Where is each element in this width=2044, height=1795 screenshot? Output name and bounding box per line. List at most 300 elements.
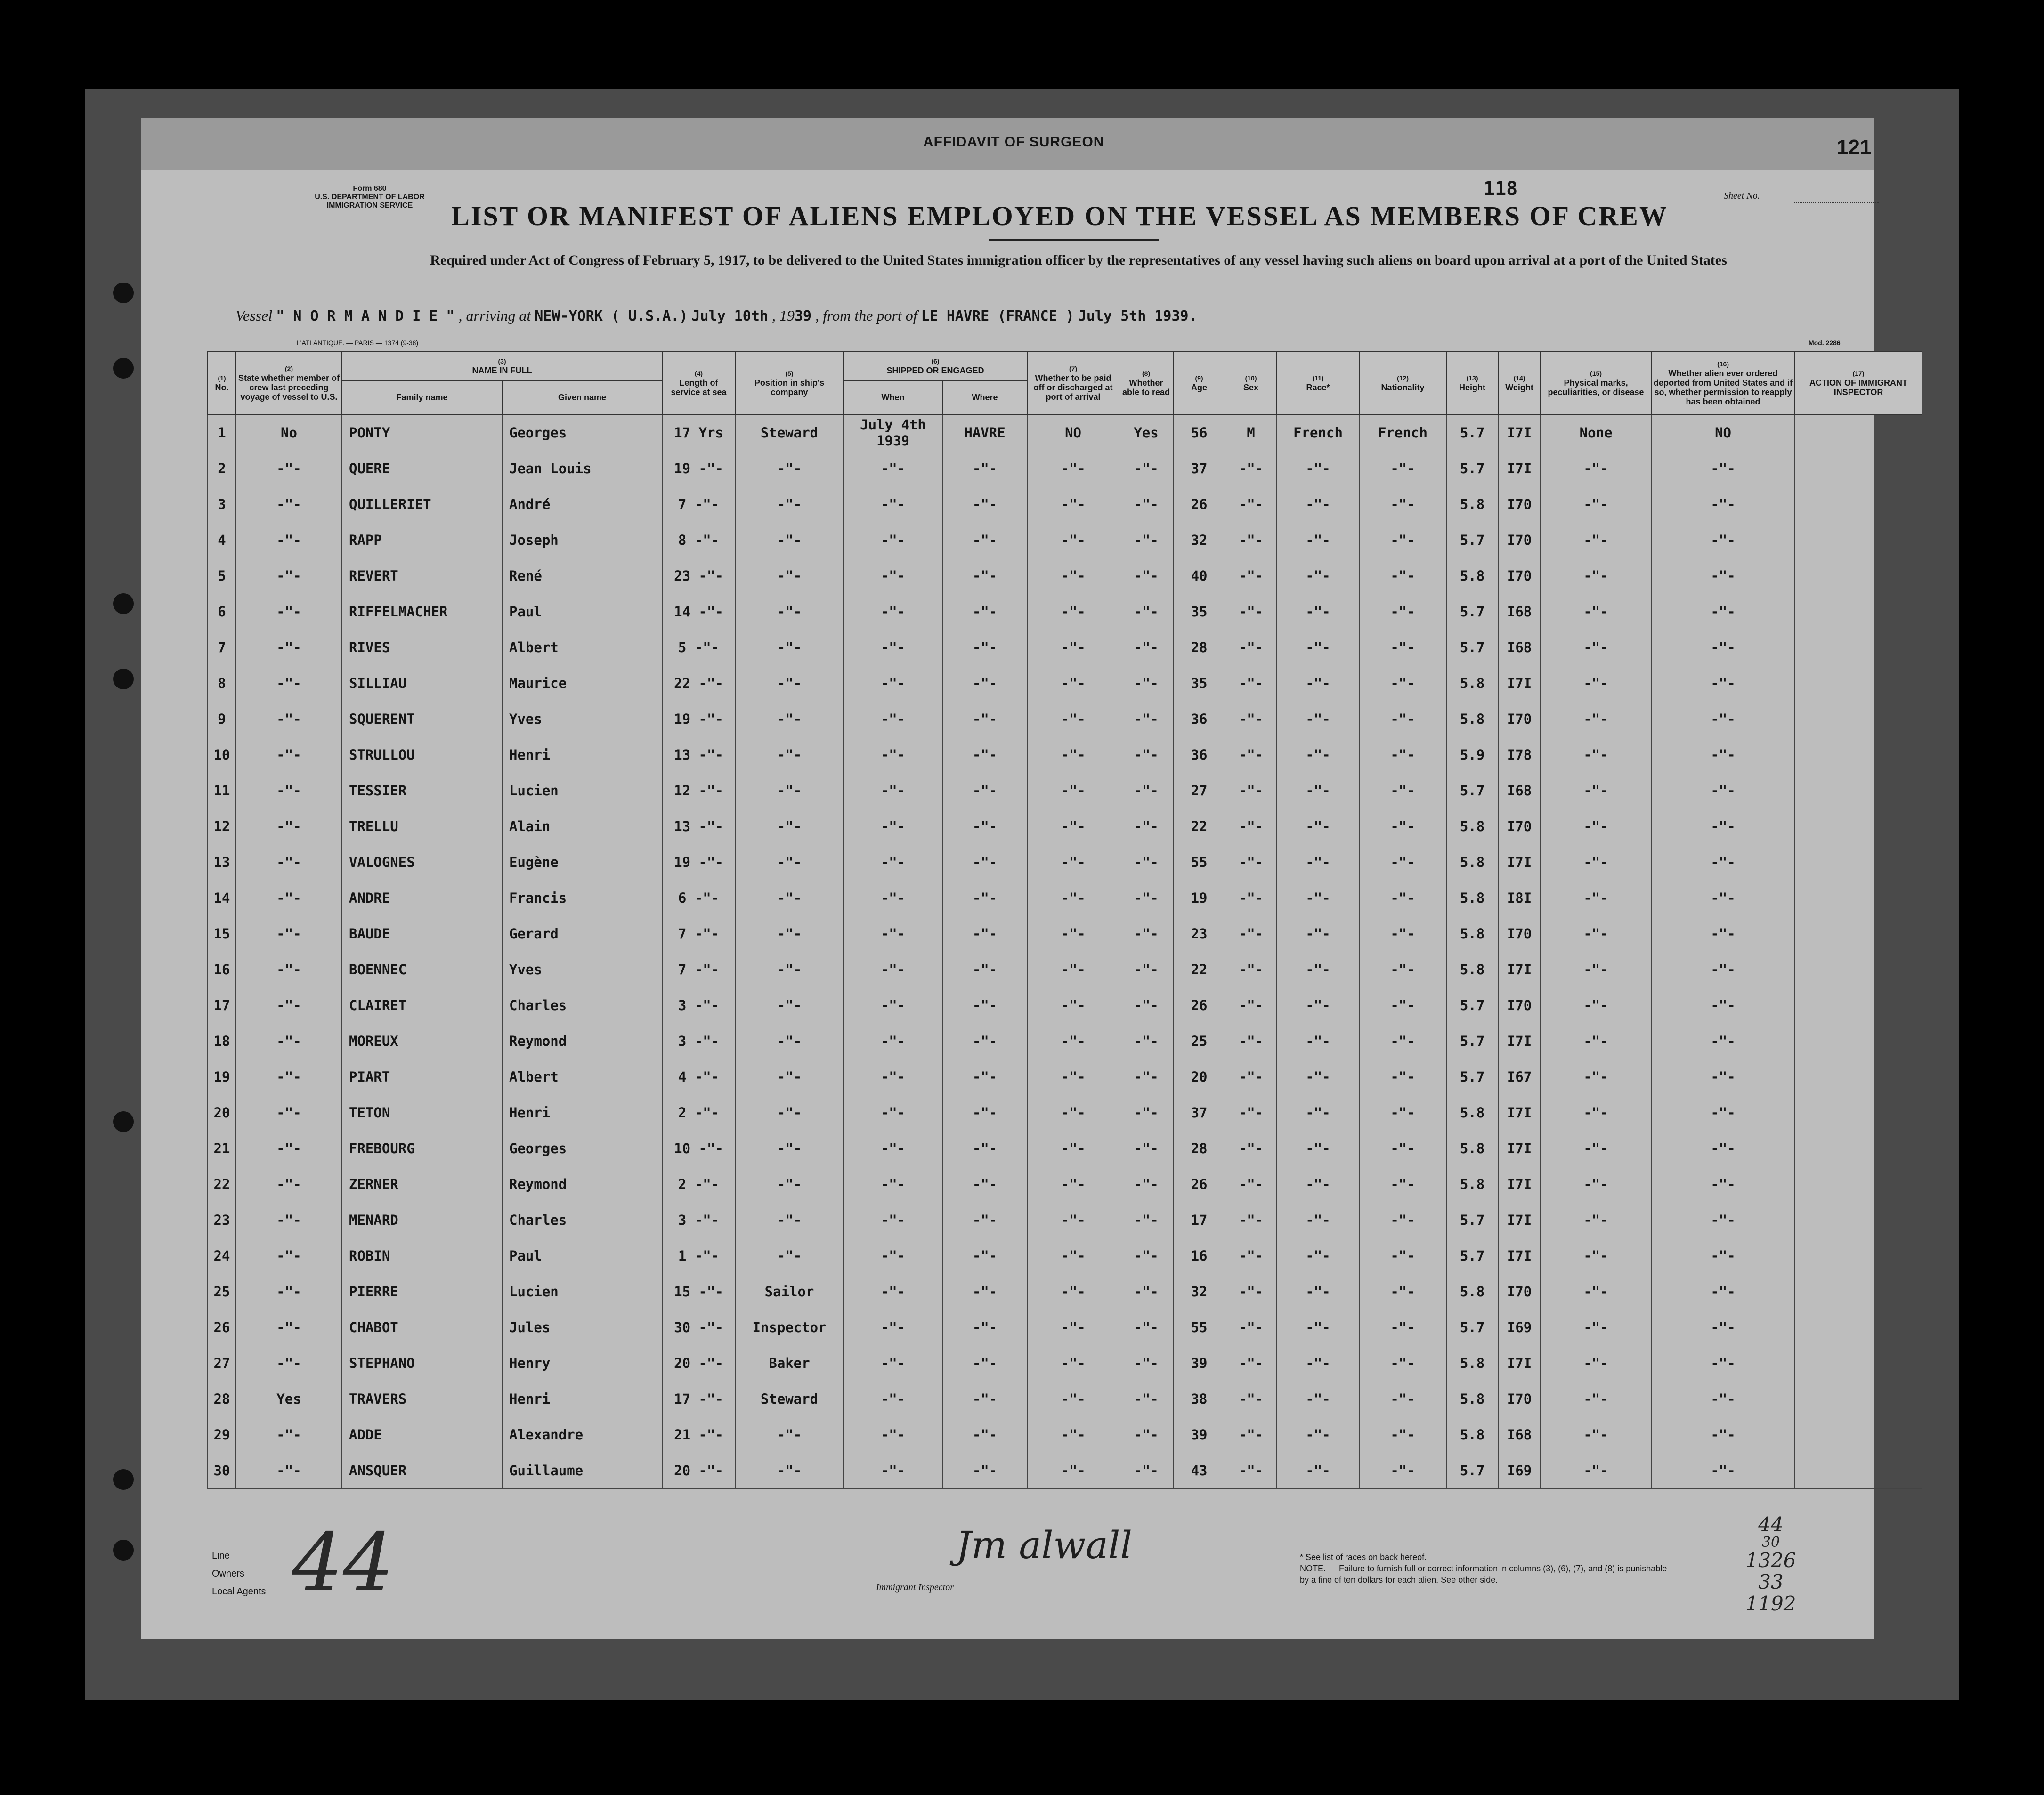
cell-deported: -"- [1651, 486, 1795, 522]
cell-action [1795, 1023, 1922, 1059]
cell-given-name: Maurice [502, 665, 662, 701]
cell-position: -"- [735, 522, 844, 558]
table-row [208, 1166, 1922, 1202]
cell-last-voyage: No [236, 414, 342, 451]
footer-label-line: Line [212, 1551, 230, 1561]
handwritten-tally [1695, 1514, 1846, 1615]
printer-line: L'ATLANTIQUE. — PARIS — 1374 (9-38) [297, 339, 419, 347]
cell-weight: I70 [1498, 486, 1541, 522]
manifest-page [141, 170, 1908, 1639]
cell-no: 7 [208, 630, 236, 665]
cell-weight: I7I [1498, 451, 1541, 486]
cell-read: -"- [1119, 844, 1173, 880]
form-line: U.S. DEPARTMENT OF LABOR [315, 193, 425, 201]
cell-no: 11 [208, 773, 236, 809]
cell-service: 3 -"- [662, 987, 735, 1023]
cell-age: 26 [1173, 1166, 1225, 1202]
cell-deported: -"- [1651, 987, 1795, 1023]
col-header-read: (8) Whether able to read [1119, 351, 1173, 414]
cell-marks: -"- [1541, 1238, 1651, 1274]
cell-service: 5 -"- [662, 630, 735, 665]
cell-deported: -"- [1651, 1023, 1795, 1059]
cell-last-voyage: -"- [236, 1453, 342, 1489]
cell-position: -"- [735, 1095, 844, 1131]
cell-last-voyage: -"- [236, 737, 342, 773]
cell-read: -"- [1119, 809, 1173, 844]
cell-family-name: PONTY [342, 414, 502, 451]
table-row [208, 952, 1922, 987]
cell-paid-off: -"- [1027, 737, 1119, 773]
cell-race: -"- [1277, 773, 1359, 809]
cell-age: 39 [1173, 1417, 1225, 1453]
cell-paid-off: -"- [1027, 1166, 1119, 1202]
cell-weight: I70 [1498, 522, 1541, 558]
cell-last-voyage: -"- [236, 1095, 342, 1131]
cell-family-name: BAUDE [342, 916, 502, 952]
cell-read: -"- [1119, 916, 1173, 952]
cell-service: 7 -"- [662, 916, 735, 952]
cell-marks: -"- [1541, 451, 1651, 486]
cell-race: -"- [1277, 1202, 1359, 1238]
cell-paid-off: -"- [1027, 1417, 1119, 1453]
cell-when: -"- [844, 451, 942, 486]
cell-nationality: -"- [1359, 630, 1446, 665]
cell-marks: -"- [1541, 1453, 1651, 1489]
cell-no: 6 [208, 594, 236, 630]
cell-where: -"- [942, 522, 1027, 558]
cell-no: 22 [208, 1166, 236, 1202]
cell-given-name: Henri [502, 1381, 662, 1417]
cell-height: 5.7 [1446, 1453, 1498, 1489]
cell-paid-off: -"- [1027, 522, 1119, 558]
cell-where: -"- [942, 880, 1027, 916]
title-rule [989, 239, 1159, 241]
cell-nationality: -"- [1359, 1023, 1446, 1059]
cell-race: -"- [1277, 594, 1359, 630]
cell-action [1795, 486, 1922, 522]
cell-race: -"- [1277, 665, 1359, 701]
cell-deported: -"- [1651, 701, 1795, 737]
col-header-deported: (16) Whether alien ever ordered deported from United States and if so, whether permission to reapply has been obtained [1651, 351, 1795, 414]
cell-given-name: Albert [502, 1059, 662, 1095]
cell-height: 5.8 [1446, 558, 1498, 594]
cell-given-name: Charles [502, 987, 662, 1023]
cell-deported: -"- [1651, 1310, 1795, 1345]
cell-read: -"- [1119, 737, 1173, 773]
cell-race: -"- [1277, 916, 1359, 952]
table-row [208, 880, 1922, 916]
cell-where: -"- [942, 1166, 1027, 1202]
cell-position: Steward [735, 1381, 844, 1417]
cell-age: 55 [1173, 844, 1225, 880]
cell-service: 7 -"- [662, 486, 735, 522]
cell-no: 3 [208, 486, 236, 522]
cell-when: -"- [844, 1166, 942, 1202]
cell-last-voyage: -"- [236, 1238, 342, 1274]
cell-marks: -"- [1541, 522, 1651, 558]
cell-action [1795, 558, 1922, 594]
cell-age: 56 [1173, 414, 1225, 451]
cell-no: 8 [208, 665, 236, 701]
cell-position: -"- [735, 880, 844, 916]
cell-when: -"- [844, 1274, 942, 1310]
cell-read: -"- [1119, 486, 1173, 522]
col-header-race: (11) Race* [1277, 351, 1359, 414]
table-row [208, 1131, 1922, 1166]
cell-weight: I7I [1498, 1238, 1541, 1274]
cell-given-name: Charles [502, 1202, 662, 1238]
cell-last-voyage: Yes [236, 1381, 342, 1417]
cell-read: -"- [1119, 1417, 1173, 1453]
cell-race: -"- [1277, 701, 1359, 737]
cell-when: -"- [844, 701, 942, 737]
cell-height: 5.8 [1446, 1345, 1498, 1381]
sheet-line [1794, 202, 1879, 203]
cell-given-name: Henry [502, 1345, 662, 1381]
tally-line: 33 [1758, 1570, 1784, 1593]
cell-nationality: -"- [1359, 987, 1446, 1023]
cell-service: 30 -"- [662, 1310, 735, 1345]
cell-position: Steward [735, 414, 844, 451]
cell-family-name: SQUERENT [342, 701, 502, 737]
form-line: IMMIGRATION SERVICE [326, 202, 413, 210]
cell-age: 40 [1173, 558, 1225, 594]
cell-where: -"- [942, 1202, 1027, 1238]
cell-service: 6 -"- [662, 880, 735, 916]
cell-paid-off: -"- [1027, 1202, 1119, 1238]
cell-age: 37 [1173, 1095, 1225, 1131]
cell-read: -"- [1119, 1166, 1173, 1202]
cell-height: 5.7 [1446, 1238, 1498, 1274]
cell-no: 17 [208, 987, 236, 1023]
cell-service: 21 -"- [662, 1417, 735, 1453]
cell-when: -"- [844, 844, 942, 880]
cell-weight: I69 [1498, 1310, 1541, 1345]
cell-where: -"- [942, 1417, 1027, 1453]
cell-sex: -"- [1225, 1023, 1277, 1059]
binder-hole [113, 1469, 134, 1490]
cell-action [1795, 630, 1922, 665]
cell-action [1795, 987, 1922, 1023]
cell-action [1795, 880, 1922, 916]
cell-sex: -"- [1225, 773, 1277, 809]
page-title: LIST OR MANIFEST OF ALIENS EMPLOYED ON THE VESSEL AS MEMBERS OF CREW [451, 201, 1668, 231]
col-header-shipped: (6) SHIPPED OR ENGAGED [844, 351, 1027, 380]
cell-deported: -"- [1651, 1274, 1795, 1310]
cell-nationality: -"- [1359, 1238, 1446, 1274]
cell-deported: -"- [1651, 952, 1795, 987]
cell-race: -"- [1277, 486, 1359, 522]
cell-action [1795, 1310, 1922, 1345]
cell-marks: -"- [1541, 1345, 1651, 1381]
cell-position: -"- [735, 558, 844, 594]
vessel-line [235, 307, 1197, 324]
cell-no: 30 [208, 1453, 236, 1489]
cell-height: 5.9 [1446, 737, 1498, 773]
cell-paid-off: -"- [1027, 809, 1119, 844]
cell-weight: I70 [1498, 987, 1541, 1023]
table-row [208, 809, 1922, 844]
cell-age: 22 [1173, 809, 1225, 844]
col-header-name: (3) NAME IN FULL [342, 351, 662, 380]
cell-marks: -"- [1541, 1131, 1651, 1166]
cell-deported: -"- [1651, 773, 1795, 809]
cell-where: -"- [942, 1453, 1027, 1489]
binder-hole [113, 669, 134, 689]
cell-service: 19 -"- [662, 451, 735, 486]
cell-sex: -"- [1225, 952, 1277, 987]
cell-race: -"- [1277, 809, 1359, 844]
cell-deported: -"- [1651, 844, 1795, 880]
cell-race: -"- [1277, 1131, 1359, 1166]
cell-last-voyage: -"- [236, 451, 342, 486]
cell-position: -"- [735, 665, 844, 701]
cell-height: 5.8 [1446, 1417, 1498, 1453]
cell-service: 2 -"- [662, 1095, 735, 1131]
cell-service: 13 -"- [662, 809, 735, 844]
cell-family-name: ROBIN [342, 1238, 502, 1274]
cell-position: -"- [735, 451, 844, 486]
col-header-sex: (10) Sex [1225, 351, 1277, 414]
cell-race: -"- [1277, 1417, 1359, 1453]
cell-paid-off: -"- [1027, 1274, 1119, 1310]
cell-race: -"- [1277, 1345, 1359, 1381]
cell-when: -"- [844, 630, 942, 665]
cell-paid-off: -"- [1027, 1023, 1119, 1059]
cell-race: -"- [1277, 1059, 1359, 1095]
table-row [208, 594, 1922, 630]
footer-label-owners: Owners [212, 1569, 244, 1579]
cell-action [1795, 773, 1922, 809]
cell-given-name: Lucien [502, 1274, 662, 1310]
cell-marks: -"- [1541, 809, 1651, 844]
binder-hole [113, 358, 134, 379]
cell-action [1795, 1131, 1922, 1166]
cell-last-voyage: -"- [236, 594, 342, 630]
cell-last-voyage: -"- [236, 844, 342, 880]
binder-hole [113, 1540, 134, 1561]
cell-no: 5 [208, 558, 236, 594]
cell-given-name: Georges [502, 414, 662, 451]
cell-family-name: MOREUX [342, 1023, 502, 1059]
cell-no: 25 [208, 1274, 236, 1310]
cell-where: -"- [942, 1345, 1027, 1381]
tally-line: 30 [1761, 1534, 1780, 1551]
cell-position: -"- [735, 987, 844, 1023]
cell-given-name: Paul [502, 594, 662, 630]
cell-race: -"- [1277, 630, 1359, 665]
cell-deported: -"- [1651, 1095, 1795, 1131]
table-row [208, 844, 1922, 880]
cell-age: 26 [1173, 486, 1225, 522]
cell-deported: -"- [1651, 809, 1795, 844]
cell-service: 14 -"- [662, 594, 735, 630]
cell-where: HAVRE [942, 414, 1027, 451]
cell-when: -"- [844, 522, 942, 558]
col-header-age: (9) Age [1173, 351, 1225, 414]
cell-action [1795, 809, 1922, 844]
cell-where: -"- [942, 1095, 1027, 1131]
cell-when: -"- [844, 1023, 942, 1059]
cell-family-name: BOENNEC [342, 952, 502, 987]
col-header-no: (1) No. [208, 351, 236, 414]
cell-service: 17 Yrs [662, 414, 735, 451]
cell-where: -"- [942, 630, 1027, 665]
cell-action [1795, 451, 1922, 486]
cell-when: -"- [844, 916, 942, 952]
cell-sex: -"- [1225, 1310, 1277, 1345]
cell-where: -"- [942, 665, 1027, 701]
cell-where: -"- [942, 1023, 1027, 1059]
col-header-last-voyage: (2) State whether member of crew last preceding voyage of vessel to U.S. [236, 351, 342, 414]
cell-action [1795, 665, 1922, 701]
cell-weight: I70 [1498, 1381, 1541, 1417]
cell-position: -"- [735, 1023, 844, 1059]
table-row [208, 1023, 1922, 1059]
cell-nationality: -"- [1359, 844, 1446, 880]
cell-race: French [1277, 414, 1359, 451]
cell-action [1795, 1202, 1922, 1238]
cell-height: 5.8 [1446, 1166, 1498, 1202]
cell-position: -"- [735, 1131, 844, 1166]
cell-service: 1 -"- [662, 1238, 735, 1274]
binder-hole [113, 283, 134, 303]
cell-weight: I7I [1498, 1023, 1541, 1059]
cell-height: 5.7 [1446, 1023, 1498, 1059]
cell-where: -"- [942, 1238, 1027, 1274]
cell-given-name: Reymond [502, 1023, 662, 1059]
cell-height: 5.8 [1446, 1131, 1498, 1166]
cell-family-name: QUILLERIET [342, 486, 502, 522]
cell-race: -"- [1277, 522, 1359, 558]
cell-given-name: Joseph [502, 522, 662, 558]
cell-where: -"- [942, 987, 1027, 1023]
from-port: LE HAVRE (FRANCE ) [921, 308, 1074, 324]
cell-sex: -"- [1225, 1166, 1277, 1202]
cell-read: -"- [1119, 594, 1173, 630]
cell-marks: None [1541, 414, 1651, 451]
cell-last-voyage: -"- [236, 701, 342, 737]
cell-nationality: -"- [1359, 1310, 1446, 1345]
cell-last-voyage: -"- [236, 987, 342, 1023]
cell-deported: -"- [1651, 1417, 1795, 1453]
crew-manifest-table [207, 351, 1922, 1489]
cell-action [1795, 916, 1922, 952]
cell-marks: -"- [1541, 1274, 1651, 1310]
cell-when: -"- [844, 1095, 942, 1131]
cell-race: -"- [1277, 952, 1359, 987]
cell-service: 12 -"- [662, 773, 735, 809]
cell-nationality: -"- [1359, 773, 1446, 809]
cell-service: 3 -"- [662, 1202, 735, 1238]
cell-nationality: -"- [1359, 1345, 1446, 1381]
cell-deported: -"- [1651, 1131, 1795, 1166]
cell-nationality: -"- [1359, 486, 1446, 522]
cell-age: 20 [1173, 1059, 1225, 1095]
cell-paid-off: -"- [1027, 486, 1119, 522]
table-row [208, 558, 1922, 594]
cell-read: -"- [1119, 522, 1173, 558]
cell-where: -"- [942, 451, 1027, 486]
cell-sex: -"- [1225, 486, 1277, 522]
cell-position: -"- [735, 844, 844, 880]
cell-deported: -"- [1651, 737, 1795, 773]
cell-age: 19 [1173, 880, 1225, 916]
cell-sex: -"- [1225, 1453, 1277, 1489]
cell-last-voyage: -"- [236, 1131, 342, 1166]
table-row [208, 701, 1922, 737]
cell-where: -"- [942, 844, 1027, 880]
cell-read: -"- [1119, 952, 1173, 987]
cell-last-voyage: -"- [236, 1166, 342, 1202]
cell-race: -"- [1277, 1023, 1359, 1059]
table-row [208, 414, 1922, 451]
cell-read: -"- [1119, 1274, 1173, 1310]
cell-height: 5.8 [1446, 880, 1498, 916]
vessel-name: " N O R M A N D I E " [276, 308, 455, 324]
cell-age: 36 [1173, 701, 1225, 737]
cell-where: -"- [942, 1381, 1027, 1417]
table-row [208, 630, 1922, 665]
cell-paid-off: -"- [1027, 665, 1119, 701]
col-header-nationality: (12) Nationality [1359, 351, 1446, 414]
cell-age: 36 [1173, 737, 1225, 773]
cell-given-name: André [502, 486, 662, 522]
cell-last-voyage: -"- [236, 486, 342, 522]
cell-height: 5.8 [1446, 665, 1498, 701]
cell-nationality: -"- [1359, 665, 1446, 701]
cell-when: -"- [844, 880, 942, 916]
footer-label-agents: Local Agents [212, 1586, 266, 1597]
cell-where: -"- [942, 701, 1027, 737]
cell-position: -"- [735, 809, 844, 844]
cell-weight: I70 [1498, 1274, 1541, 1310]
cell-marks: -"- [1541, 1202, 1651, 1238]
cell-sex: -"- [1225, 987, 1277, 1023]
cell-service: 20 -"- [662, 1345, 735, 1381]
cell-race: -"- [1277, 1238, 1359, 1274]
cell-weight: I70 [1498, 809, 1541, 844]
cell-race: -"- [1277, 1310, 1359, 1345]
table-row [208, 737, 1922, 773]
cell-read: -"- [1119, 630, 1173, 665]
cell-paid-off: -"- [1027, 1238, 1119, 1274]
cell-when: -"- [844, 1345, 942, 1381]
cell-paid-off: -"- [1027, 773, 1119, 809]
cell-service: 22 -"- [662, 665, 735, 701]
cell-action [1795, 1095, 1922, 1131]
col-header-weight: (14) Weight [1498, 351, 1541, 414]
cell-when: -"- [844, 1238, 942, 1274]
cell-marks: -"- [1541, 1095, 1651, 1131]
cell-position: Sailor [735, 1274, 844, 1310]
cell-where: -"- [942, 773, 1027, 809]
cell-nationality: -"- [1359, 809, 1446, 844]
cell-age: 55 [1173, 1310, 1225, 1345]
cell-last-voyage: -"- [236, 916, 342, 952]
cell-deported: -"- [1651, 1381, 1795, 1417]
cell-age: 27 [1173, 773, 1225, 809]
cell-read: -"- [1119, 701, 1173, 737]
cell-action [1795, 1381, 1922, 1417]
cell-sex: -"- [1225, 1274, 1277, 1310]
cell-action [1795, 1345, 1922, 1381]
cell-family-name: MENARD [342, 1202, 502, 1238]
required-text: Required under Act of Congress of February 5, 1917, to be delivered to the United States immigration officer by the representatives of any vessel having such aliens on board upon arrival at a port of the United States [430, 252, 1727, 268]
cell-read: -"- [1119, 987, 1173, 1023]
cell-when: -"- [844, 952, 942, 987]
cell-marks: -"- [1541, 987, 1651, 1023]
